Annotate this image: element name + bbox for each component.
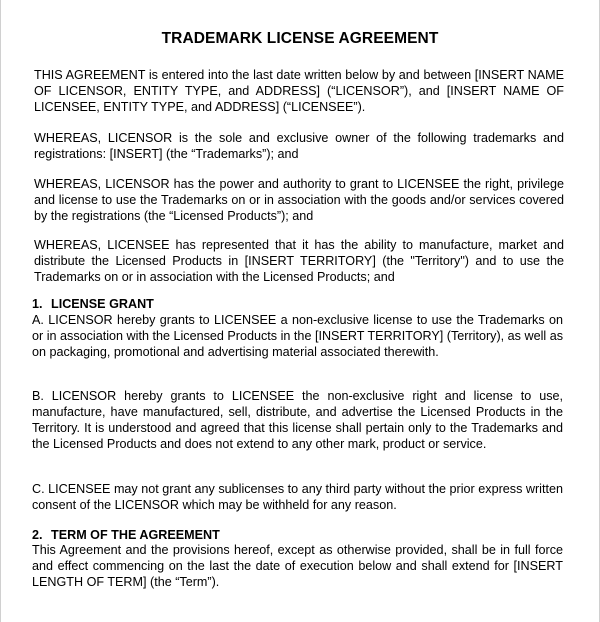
- section-number: 1.: [32, 297, 43, 311]
- document-title: TRADEMARK LICENSE AGREEMENT: [161, 30, 439, 47]
- section-number: 2.: [32, 528, 43, 542]
- section-title: LICENSE GRANT: [51, 297, 154, 311]
- license-grant-clause-a: A. LICENSOR hereby grants to LICENSEE a non-exclusive license to use the Trademarks on or in association with the Licensed Products in the [INSERT TERRITORY] (Territory), as well as on packaging, promotional and advertising material associated therewith.: [32, 313, 563, 359]
- section-heading-term: [32, 527, 220, 543]
- section-title: TERM OF THE AGREEMENT: [51, 528, 220, 542]
- license-grant-clause-c: C. LICENSEE may not grant any sublicenses to any third party without the prior express written consent of the LICENSOR which may be withheld for any reason.: [32, 482, 563, 512]
- license-grant-clause-b: B. LICENSOR hereby grants to LICENSEE the non-exclusive right and license to use, manufacture, have manufactured, sell, distribute, and advertise the Licensed Products in the Territory. It is understood and agreed that this license shall pertain only to the Trademarks and the Licensed Products and does not extend to any other mark, product or service.: [32, 389, 563, 451]
- term-clause: This Agreement and the provisions hereof, except as otherwise provided, shall be in full force and effect commencing on the last the date of execution below and shall extend for [INSERT LENGTH OF TERM] (the “Term”).: [32, 543, 563, 589]
- whereas-paragraph-3: WHEREAS, LICENSEE has represented that it has the ability to manufacture, market and distribute the Licensed Products in [INSERT TERRITORY] (the "Territory") and to use the Trademarks on or in association with the Licensed Products; and: [34, 238, 564, 284]
- section-heading-license-grant: [32, 296, 154, 312]
- whereas-paragraph-2: WHEREAS, LICENSOR has the power and authority to grant to LICENSEE the right, privilege and license to use the Trademarks on or in association with the goods and/or services covered by the registrations (the “Licensed Products”); and: [34, 177, 564, 223]
- intro-paragraph: THIS AGREEMENT is entered into the last date written below by and between [INSERT NAME OF LICENSOR, ENTITY TYPE, and ADDRESS] (“LICENSOR”), and [INSERT NAME OF LICENSEE, ENTITY TYPE, and ADDRESS] (“LICENSEE”).: [34, 68, 564, 114]
- whereas-paragraph-1: WHEREAS, LICENSOR is the sole and exclusive owner of the following trademarks and registrations: [INSERT] (the “Trademarks”); and: [34, 131, 564, 161]
